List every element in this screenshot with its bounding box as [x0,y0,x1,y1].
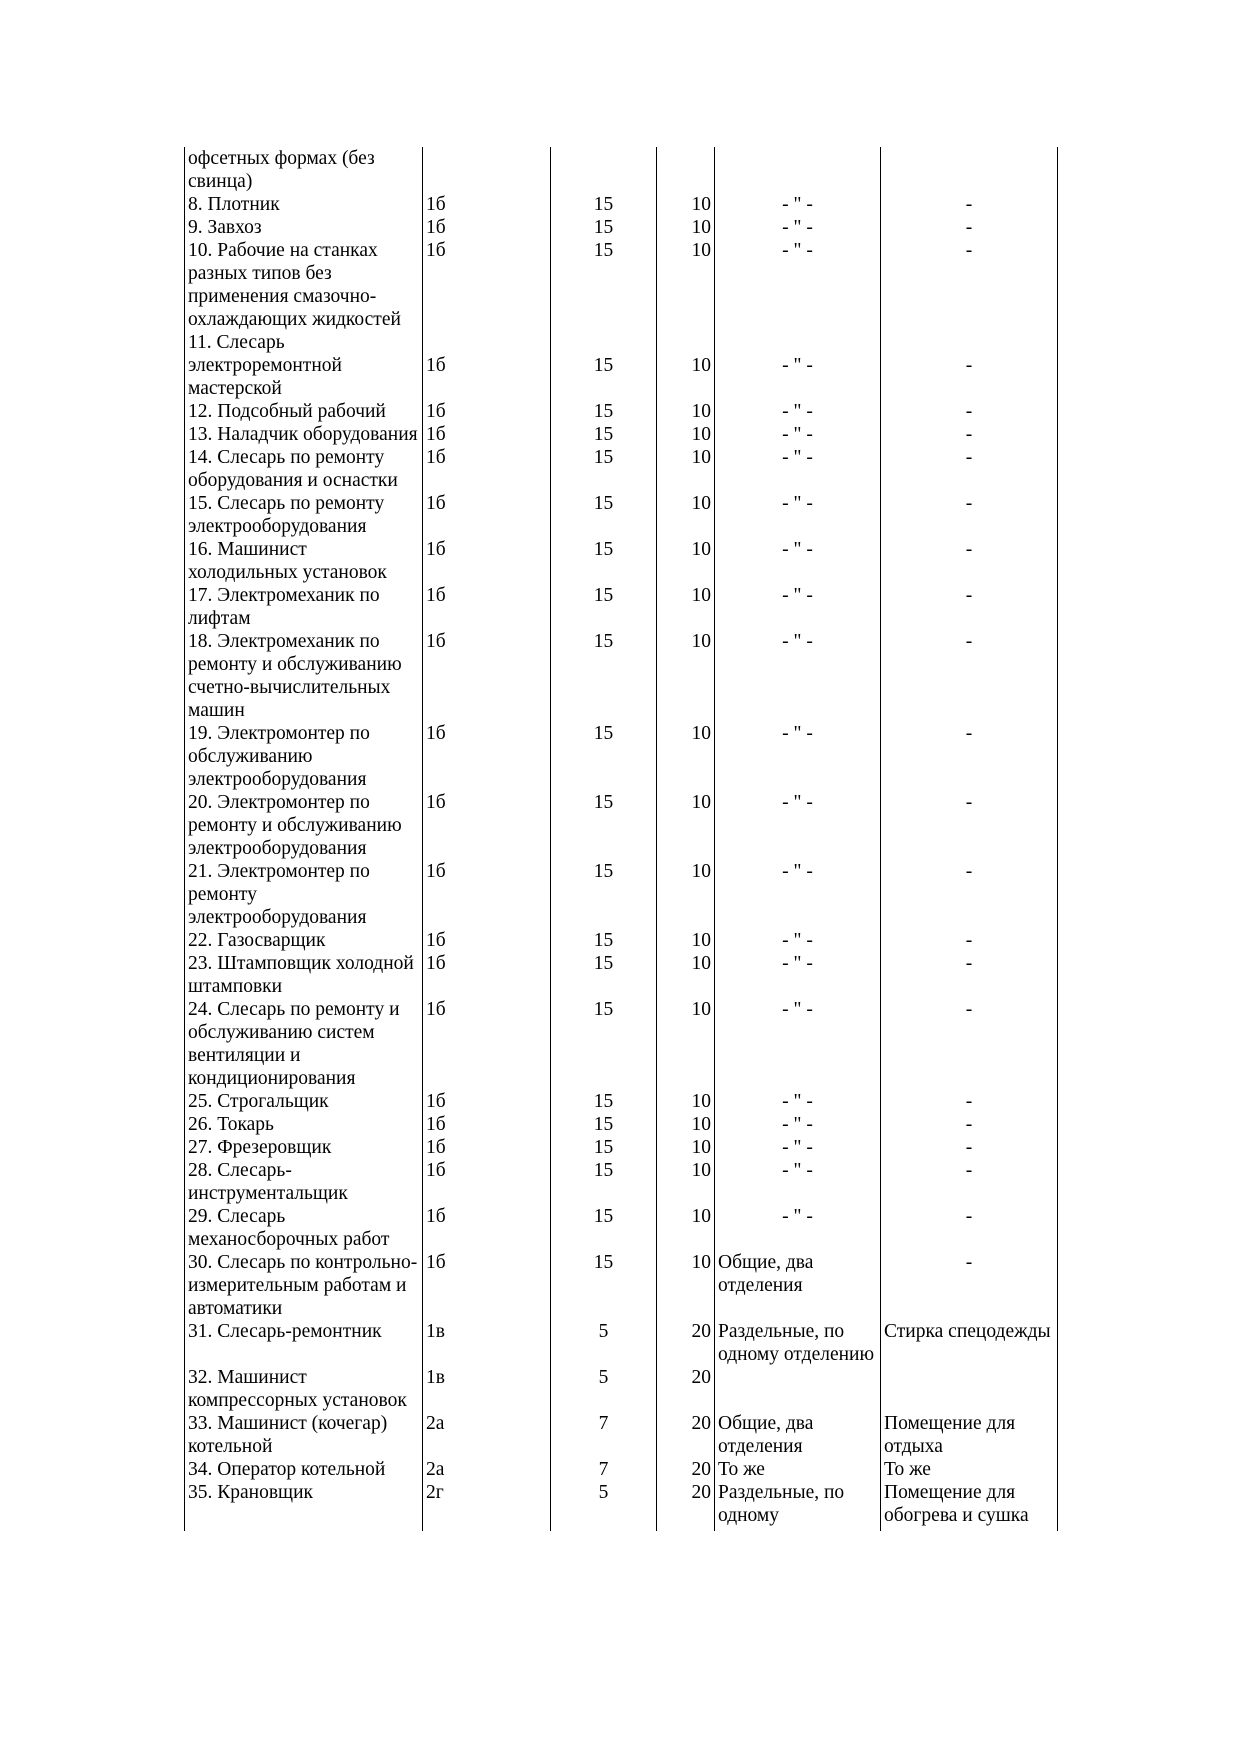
persons-per-shower-cell: 5 [551,1320,657,1366]
group-cell: 1б [423,998,551,1090]
special-facilities-cell [881,147,1058,193]
wardrobe-type-cell: То же [715,1458,881,1481]
special-facilities-cell: - [881,1090,1058,1113]
table-row [185,860,1058,929]
table-row [185,630,1058,722]
persons-per-tap-cell: 10 [657,1113,715,1136]
persons-per-shower-cell: 15 [551,791,657,860]
special-facilities-cell: - [881,860,1058,929]
group-cell: 1б [423,630,551,722]
persons-per-tap-cell: 10 [657,1090,715,1113]
persons-per-shower-cell: 15 [551,860,657,929]
special-facilities-cell: - [881,1251,1058,1320]
table-row [185,331,1058,400]
group-cell: 1б [423,860,551,929]
group-cell: 1б [423,722,551,791]
table-row [185,1481,1058,1527]
persons-per-shower-cell: 15 [551,722,657,791]
wardrobe-type-cell: Раздельные, по одному [715,1481,881,1527]
profession-cell: 35. Крановщик [185,1481,423,1527]
persons-per-tap-cell: 10 [657,331,715,400]
profession-cell: 28. Слесарь-инструментальщик [185,1159,423,1205]
group-cell: 1б [423,193,551,216]
table-row [185,1113,1058,1136]
persons-per-tap-cell: 10 [657,630,715,722]
special-facilities-cell: - [881,400,1058,423]
group-cell: 1б [423,584,551,630]
profession-cell: 15. Слесарь по ремонту электрооборудования [185,492,423,538]
special-facilities-cell: - [881,1113,1058,1136]
table-row [185,147,1058,193]
group-cell: 1б [423,239,551,331]
wardrobe-type-cell: - " - [715,423,881,446]
special-facilities-cell: - [881,193,1058,216]
table-row [185,1251,1058,1320]
wardrobe-type-cell: - " - [715,492,881,538]
special-facilities-cell: - [881,630,1058,722]
profession-cell: 25. Строгальщик [185,1090,423,1113]
table-row [185,538,1058,584]
persons-per-shower-cell: 15 [551,584,657,630]
profession-cell: офсетных формах (без свинца) [185,147,423,193]
special-facilities-cell: - [881,331,1058,400]
group-cell: 1б [423,1205,551,1251]
persons-per-tap-cell: 10 [657,216,715,239]
persons-per-tap-cell: 10 [657,423,715,446]
table-row [185,492,1058,538]
persons-per-shower-cell: 15 [551,1159,657,1205]
profession-cell: 10. Рабочие на станках разных типов без применения смазочно-охлаждающих жидкостей [185,239,423,331]
group-cell: 1б [423,400,551,423]
group-cell: 1б [423,1251,551,1320]
persons-per-tap-cell: 20 [657,1458,715,1481]
group-cell: 2а [423,1412,551,1458]
profession-cell: 20. Электромонтер по ремонту и обслуживанию электрооборудования [185,791,423,860]
wardrobe-type-cell: - " - [715,400,881,423]
profession-cell: 26. Токарь [185,1113,423,1136]
special-facilities-cell: - [881,423,1058,446]
table-row [185,952,1058,998]
special-facilities-cell: - [881,239,1058,331]
profession-cell: 22. Газосварщик [185,929,423,952]
persons-per-shower-cell: 15 [551,492,657,538]
table-row [185,239,1058,331]
filler-cell [185,1527,423,1531]
persons-per-shower-cell: 15 [551,929,657,952]
persons-per-shower-cell: 15 [551,239,657,331]
persons-per-tap-cell [657,147,715,193]
profession-cell: 16. Машинист холодильных установок [185,538,423,584]
persons-per-shower-cell: 7 [551,1458,657,1481]
table-row [185,1205,1058,1251]
profession-cell: 33. Машинист (кочегар) котельной [185,1412,423,1458]
group-cell: 1б [423,446,551,492]
wardrobe-type-cell: - " - [715,1090,881,1113]
table-row [185,193,1058,216]
persons-per-shower-cell: 15 [551,952,657,998]
special-facilities-cell: Помещение для обогрева и сушка [881,1481,1058,1527]
group-cell: 1б [423,1113,551,1136]
special-facilities-cell: - [881,216,1058,239]
persons-per-tap-cell: 10 [657,492,715,538]
wardrobe-type-cell: - " - [715,860,881,929]
persons-per-shower-cell: 15 [551,331,657,400]
persons-per-shower-cell: 15 [551,216,657,239]
wardrobe-type-cell: - " - [715,722,881,791]
special-facilities-cell: - [881,584,1058,630]
profession-cell: 14. Слесарь по ремонту оборудования и оснастки [185,446,423,492]
special-facilities-cell: - [881,1136,1058,1159]
persons-per-shower-cell: 15 [551,538,657,584]
special-facilities-cell: - [881,791,1058,860]
special-facilities-cell: - [881,446,1058,492]
profession-cell: 18. Электромеханик по ремонту и обслуживанию счетно-вычислительных машин [185,630,423,722]
special-facilities-cell: - [881,1159,1058,1205]
persons-per-tap-cell: 10 [657,998,715,1090]
table-row [185,400,1058,423]
profession-cell: 17. Электромеханик по лифтам [185,584,423,630]
filler-cell [715,1527,881,1531]
profession-cell: 21. Электромонтер по ремонту электрооборудования [185,860,423,929]
persons-per-tap-cell: 10 [657,584,715,630]
table-row [185,929,1058,952]
group-cell: 1б [423,216,551,239]
wardrobe-type-cell: - " - [715,239,881,331]
persons-per-shower-cell: 15 [551,1251,657,1320]
table-row [185,1458,1058,1481]
profession-cell: 19. Электромонтер по обслуживанию электрооборудования [185,722,423,791]
group-cell: 2г [423,1481,551,1527]
persons-per-shower-cell: 5 [551,1366,657,1412]
wardrobe-type-cell [715,1366,881,1412]
persons-per-tap-cell: 10 [657,1205,715,1251]
persons-per-tap-cell: 10 [657,400,715,423]
special-facilities-cell [881,1366,1058,1412]
persons-per-shower-cell: 15 [551,1205,657,1251]
persons-per-shower-cell: 5 [551,1481,657,1527]
persons-per-shower-cell: 15 [551,193,657,216]
wardrobe-type-cell: - " - [715,584,881,630]
wardrobe-type-cell: - " - [715,630,881,722]
wardrobe-type-cell: Общие, два отделения [715,1251,881,1320]
profession-cell: 34. Оператор котельной [185,1458,423,1481]
table-row [185,423,1058,446]
table-row [185,722,1058,791]
group-cell: 1б [423,423,551,446]
persons-per-tap-cell: 20 [657,1366,715,1412]
persons-per-shower-cell: 15 [551,423,657,446]
persons-per-shower-cell [551,147,657,193]
group-cell: 1б [423,538,551,584]
profession-cell: 31. Слесарь-ремонтник [185,1320,423,1366]
profession-cell: 8. Плотник [185,193,423,216]
group-cell: 1б [423,791,551,860]
profession-cell: 12. Подсобный рабочий [185,400,423,423]
persons-per-tap-cell: 10 [657,952,715,998]
persons-per-tap-cell: 10 [657,1159,715,1205]
table-bottom-filler [185,1527,1058,1531]
table-row [185,998,1058,1090]
table-body [185,147,1058,1531]
special-facilities-cell: - [881,929,1058,952]
special-facilities-cell: Помещение для отдыха [881,1412,1058,1458]
group-cell [423,147,551,193]
profession-cell: 23. Штамповщик холодной штамповки [185,952,423,998]
persons-per-tap-cell: 10 [657,1136,715,1159]
filler-cell [423,1527,551,1531]
wardrobe-type-cell [715,147,881,193]
filler-cell [881,1527,1058,1531]
persons-per-tap-cell: 10 [657,860,715,929]
group-cell: 1в [423,1320,551,1366]
group-cell: 1в [423,1366,551,1412]
profession-cell: 24. Слесарь по ремонту и обслуживанию систем вентиляции и кондиционирования [185,998,423,1090]
wardrobe-type-cell: Общие, два отделения [715,1412,881,1458]
profession-cell: 32. Машинист компрессорных установок [185,1366,423,1412]
table-row [185,791,1058,860]
wardrobe-type-cell: - " - [715,1136,881,1159]
profession-cell: 29. Слесарь механосборочных работ [185,1205,423,1251]
table-row [185,216,1058,239]
persons-per-tap-cell: 20 [657,1320,715,1366]
wardrobe-type-cell: - " - [715,193,881,216]
group-cell: 1б [423,929,551,952]
wardrobe-type-cell: - " - [715,929,881,952]
table-row [185,1412,1058,1458]
persons-per-tap-cell: 20 [657,1481,715,1527]
persons-per-tap-cell: 10 [657,538,715,584]
wardrobe-type-cell: - " - [715,446,881,492]
special-facilities-cell: - [881,998,1058,1090]
special-facilities-cell: - [881,722,1058,791]
wardrobe-type-cell: - " - [715,331,881,400]
persons-per-shower-cell: 15 [551,998,657,1090]
persons-per-shower-cell: 15 [551,400,657,423]
table-row [185,1320,1058,1366]
wardrobe-type-cell: - " - [715,1113,881,1136]
profession-cell: 13. Наладчик оборудования [185,423,423,446]
special-facilities-cell: - [881,538,1058,584]
group-cell: 1б [423,1136,551,1159]
group-cell: 1б [423,952,551,998]
wardrobe-type-cell: - " - [715,791,881,860]
wardrobe-type-cell: - " - [715,216,881,239]
wardrobe-type-cell: - " - [715,952,881,998]
table-row [185,1366,1058,1412]
profession-cell: 11. Слесарь электроремонтной мастерской [185,331,423,400]
persons-per-tap-cell: 10 [657,1251,715,1320]
table-row [185,446,1058,492]
table-row [185,584,1058,630]
filler-cell [551,1527,657,1531]
group-cell: 1б [423,1159,551,1205]
profession-cell: 30. Слесарь по контрольно-измерительным работам и автоматики [185,1251,423,1320]
persons-per-tap-cell: 10 [657,446,715,492]
wardrobe-type-cell: - " - [715,998,881,1090]
profession-cell: 9. Завхоз [185,216,423,239]
group-cell: 1б [423,1090,551,1113]
wardrobe-type-cell: Раздельные, по одному отделению [715,1320,881,1366]
group-cell: 1б [423,492,551,538]
persons-per-tap-cell: 10 [657,239,715,331]
persons-per-tap-cell: 10 [657,929,715,952]
persons-per-tap-cell: 10 [657,722,715,791]
persons-per-shower-cell: 15 [551,1136,657,1159]
special-facilities-cell: То же [881,1458,1058,1481]
wardrobe-type-cell: - " - [715,1205,881,1251]
special-facilities-cell: Стирка спецодежды [881,1320,1058,1366]
persons-per-shower-cell: 15 [551,630,657,722]
wardrobe-type-cell: - " - [715,1159,881,1205]
group-cell: 2а [423,1458,551,1481]
persons-per-shower-cell: 15 [551,1113,657,1136]
sanitary-facilities-table [184,147,1058,1531]
group-cell: 1б [423,331,551,400]
table-row [185,1159,1058,1205]
special-facilities-cell: - [881,1205,1058,1251]
special-facilities-cell: - [881,492,1058,538]
table-row [185,1090,1058,1113]
persons-per-tap-cell: 20 [657,1412,715,1458]
wardrobe-type-cell: - " - [715,538,881,584]
persons-per-shower-cell: 15 [551,446,657,492]
persons-per-shower-cell: 7 [551,1412,657,1458]
filler-cell [657,1527,715,1531]
special-facilities-cell: - [881,952,1058,998]
profession-cell: 27. Фрезеровщик [185,1136,423,1159]
table-row [185,1136,1058,1159]
persons-per-tap-cell: 10 [657,193,715,216]
persons-per-tap-cell: 10 [657,791,715,860]
persons-per-shower-cell: 15 [551,1090,657,1113]
